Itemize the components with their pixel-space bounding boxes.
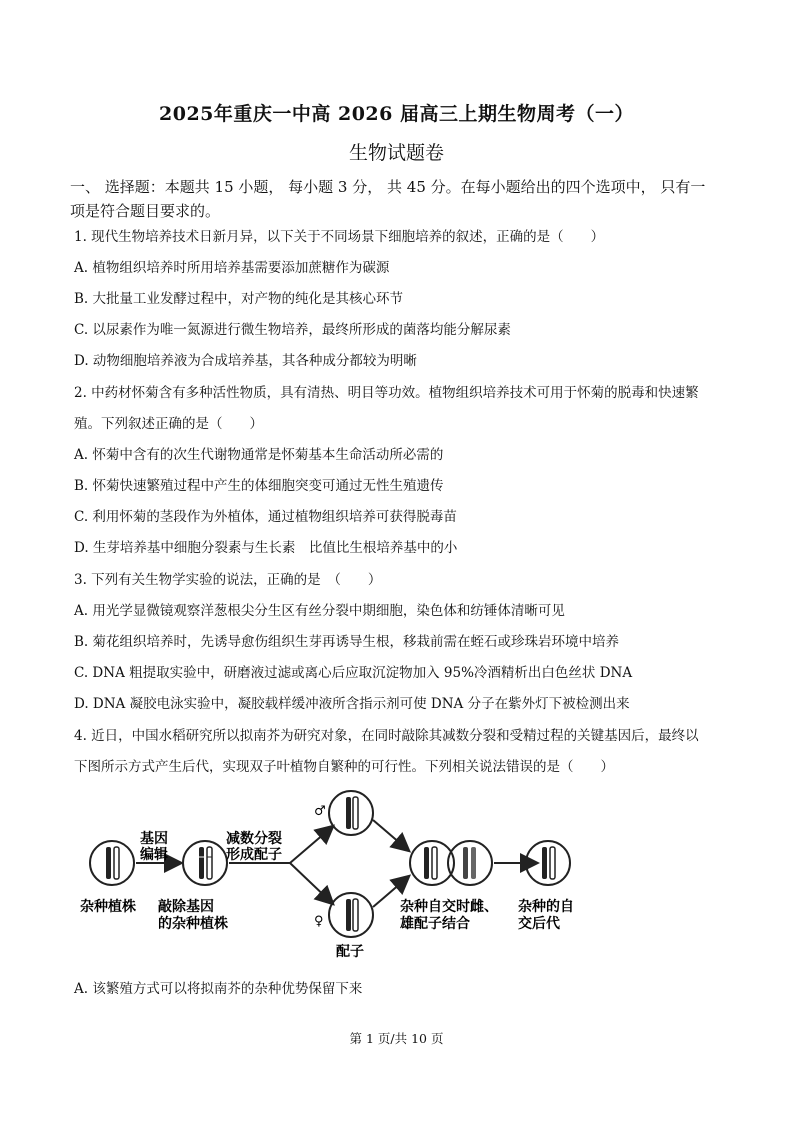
label-form-gametes: 形成配子 — [226, 847, 282, 863]
question-1-option-c: C. 以尿素作为唯一氮源进行微生物培养，最终所形成的菌落均能分解尿素 — [74, 322, 511, 338]
question-2-stem-cont: 殖。下列叙述正确的是（ ） — [74, 416, 263, 432]
question-3-option-b: B. 菊花组织培养时，先诱导愈伤组织生芽再诱导生根，移栽前需在蛭石或珍珠岩环境中培养 — [74, 634, 620, 650]
label-offspring-2: 交后代 — [518, 916, 560, 932]
question-3-option-d: D. DNA 凝胶电泳实验中，凝胶载样缓冲液所含指示剂可使 DNA 分子在紫外灯下被检测出来 — [74, 696, 630, 712]
question-1-stem: 1. 现代生物培养技术日新月异，以下关于不同场景下细胞培养的叙述，正确的是（ ） — [74, 229, 605, 245]
page-subtitle: 生物试题卷 — [348, 142, 444, 164]
arrow-male-to-zygote — [373, 820, 408, 850]
question-2-stem: 2. 中药材怀菊含有多种活性物质，具有清热、明目等功效。植物组织培养技术可用于怀菊的脱毒和快速繁 — [74, 385, 699, 401]
hybrid-plant-cell — [90, 841, 134, 885]
female-symbol: ♀ — [314, 914, 324, 929]
female-gamete-cell — [329, 893, 373, 937]
label-meiosis: 减数分裂 — [226, 831, 282, 847]
male-symbol: ♂ — [314, 804, 326, 819]
arrow-to-male — [290, 827, 332, 863]
question-4-stem: 4. 近日，中国水稻研究所以拟南芥为研究对象，在同时敲除其减数分裂和受精过程的关键基因后，最终以 — [74, 728, 699, 744]
page-footer: 第 1 页/共 10 页 — [349, 1031, 444, 1046]
reproduction-diagram — [70, 785, 590, 970]
section-instructions-cont: 项是符合题目要求的。 — [70, 202, 221, 220]
label-selfing-2: 雄配子结合 — [400, 916, 470, 932]
question-1-option-b: B. 大批量工业发酵过程中，对产物的纯化是其核心环节 — [74, 291, 404, 307]
question-3-option-c: C. DNA 粗提取实验中，研磨液过滤或离心后应取沉淀物加入 95%冷酒精析出白色丝状 DNA — [74, 665, 633, 681]
question-3-option-a: A. 用光学显微镜观察洋葱根尖分生区有丝分裂中期细胞，染色体和纺锤体清晰可见 — [74, 603, 565, 619]
label-gene: 基因 — [140, 831, 168, 847]
label-offspring-1: 杂种的自 — [518, 899, 574, 915]
question-2-option-b: B. 怀菊快速繁殖过程中产生的体细胞突变可通过无性生殖遗传 — [74, 478, 444, 494]
label-knockout-2: 的杂种植株 — [158, 916, 228, 932]
question-2-option-d: D. 生芽培养基中细胞分裂素与生长素 比值比生根培养基中的小 — [74, 540, 458, 556]
fusion-cells — [410, 841, 492, 885]
label-knockout-1: 敲除基因 — [158, 899, 214, 915]
question-3-stem: 3. 下列有关生物学实验的说法，正确的是 （ ） — [74, 572, 382, 588]
page-title: 2025年重庆一中高 2026 届高三上期生物周考（一） — [159, 103, 634, 125]
question-1-option-d: D. 动物细胞培养液为合成培养基，其各种成分都较为明晰 — [74, 353, 417, 369]
question-2-option-a: A. 怀菊中含有的次生代谢物通常是怀菊基本生命活动所必需的 — [74, 447, 444, 463]
question-1-option-a: A. 植物组织培养时所用培养基需要添加蔗糖作为碳源 — [74, 260, 390, 276]
male-gamete-cell — [329, 791, 373, 835]
section-instructions: 一、 选择题：本题共 15 小题， 每小题 3 分， 共 45 分。在每小题给出的四个选项中， 只有一 — [70, 178, 706, 196]
label-selfing-1: 杂种自交时雌、 — [400, 899, 498, 915]
question-4-option-a: A. 该繁殖方式可以将拟南芥的杂种优势保留下来 — [74, 981, 363, 997]
knockout-hybrid-cell — [183, 841, 227, 885]
label-gamete: 配子 — [336, 944, 364, 960]
label-editing: 编辑 — [140, 847, 168, 863]
label-hybrid: 杂种植株 — [80, 899, 136, 915]
question-4-stem-cont: 下图所示方式产生后代，实现双子叶植物自繁种的可行性。下列相关说法错误的是（ ） — [74, 759, 614, 775]
question-2-option-c: C. 利用怀菊的茎段作为外植体，通过植物组织培养可获得脱毒苗 — [74, 509, 457, 525]
arrow-to-female — [290, 863, 332, 903]
